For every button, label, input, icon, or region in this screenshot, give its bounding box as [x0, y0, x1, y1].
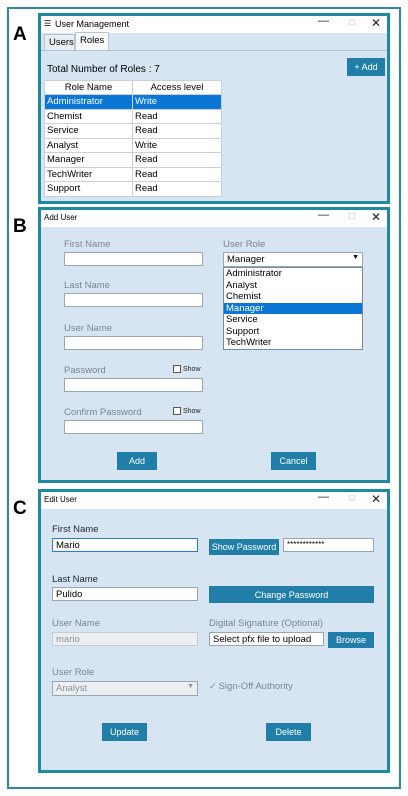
access-level-cell: Read: [133, 167, 222, 182]
add-user-window: [38, 207, 390, 483]
close-icon[interactable]: ✕: [370, 492, 381, 506]
user-name-label: User Name: [64, 323, 113, 334]
table-row[interactable]: [45, 95, 222, 110]
change-password-button[interactable]: Change Password: [209, 586, 374, 603]
role-name-cell: Administrator: [45, 95, 133, 110]
chevron-down-icon[interactable]: ▼: [352, 254, 359, 261]
titlebar: [41, 16, 387, 33]
checkmark-icon[interactable]: ✓: [209, 681, 217, 691]
user-role-select[interactable]: [223, 252, 363, 267]
password-label: Password: [64, 365, 106, 376]
first-name-field[interactable]: Mario: [52, 538, 198, 552]
access-level-cell: Read: [133, 182, 222, 197]
role-option[interactable]: Administrator: [226, 268, 282, 279]
delete-button[interactable]: Delete: [266, 723, 311, 741]
column-header-access-level[interactable]: Access level: [133, 81, 222, 95]
titlebar: [41, 210, 387, 227]
show-label: Show: [183, 407, 201, 415]
add-button[interactable]: Add: [117, 452, 157, 470]
role-option[interactable]: Support: [226, 325, 260, 337]
digital-signature-label: Digital Signature (Optional): [209, 618, 324, 629]
table-row[interactable]: [45, 167, 222, 182]
confirm-password-label: Confirm Password: [64, 407, 142, 418]
role-name-cell: Analyst: [45, 138, 133, 153]
first-name-field[interactable]: [64, 252, 203, 266]
password-field[interactable]: ************: [283, 538, 374, 552]
access-level-cell: Read: [133, 124, 222, 139]
user-role-value: Analyst: [56, 683, 88, 694]
access-level-cell: Write: [133, 95, 222, 110]
column-header-role-name[interactable]: Role Name: [45, 81, 133, 95]
minimize-icon[interactable]: —: [318, 491, 329, 503]
role-option[interactable]: Chemist: [226, 291, 261, 302]
cancel-button[interactable]: Cancel: [271, 452, 316, 470]
close-icon[interactable]: ✕: [370, 210, 381, 224]
table-row[interactable]: [45, 109, 222, 124]
roles-table: [44, 80, 222, 197]
confirm-password-field[interactable]: [64, 420, 203, 434]
user-role-label: User Role: [52, 667, 95, 678]
close-icon[interactable]: ✕: [370, 16, 381, 30]
titlebar: [41, 492, 387, 509]
last-name-field[interactable]: [64, 293, 203, 307]
role-name-cell: Support: [45, 182, 133, 197]
chevron-down-icon: ▼: [187, 683, 194, 690]
minimize-icon[interactable]: —: [318, 209, 329, 221]
user-management-window: [38, 13, 390, 204]
access-level-cell: Write: [133, 138, 222, 153]
access-level-cell: Read: [133, 153, 222, 168]
tab-users[interactable]: Users: [44, 34, 75, 50]
panel-label-c: C: [13, 498, 27, 519]
user-role-dropdown: [223, 267, 363, 350]
show-confirm-password-checkbox[interactable]: [173, 407, 201, 415]
window-title: Add User: [44, 213, 78, 222]
browse-button[interactable]: Browse: [328, 632, 374, 648]
panel-label-a: A: [13, 24, 27, 45]
user-role-select: [52, 681, 198, 696]
user-role-label: User Role: [223, 239, 266, 250]
first-name-label: First Name: [52, 524, 99, 535]
add-role-button[interactable]: + Add: [347, 58, 385, 76]
minimize-icon[interactable]: —: [318, 15, 329, 27]
edit-user-window: [38, 489, 390, 773]
app-icon: ☰: [44, 19, 52, 28]
table-row[interactable]: [45, 124, 222, 139]
checkbox-box[interactable]: [173, 365, 181, 373]
role-name-cell: Manager: [45, 153, 133, 168]
show-label: Show: [183, 365, 201, 373]
window-title: User Management: [55, 19, 130, 29]
role-option[interactable]: Analyst: [226, 279, 258, 291]
show-password-button[interactable]: Show Password: [209, 539, 279, 555]
maximize-icon[interactable]: □: [348, 17, 355, 28]
maximize-icon[interactable]: □: [348, 211, 355, 222]
role-name-cell: Chemist: [45, 109, 133, 124]
last-name-label: Last Name: [64, 280, 110, 291]
total-roles-label: Total Number of Roles : 7: [47, 64, 160, 75]
access-level-cell: Read: [133, 109, 222, 124]
update-button[interactable]: Update: [102, 723, 147, 741]
password-field[interactable]: [64, 378, 203, 392]
role-option[interactable]: Manager: [224, 303, 362, 315]
panel-label-b: B: [13, 216, 27, 237]
role-name-cell: TechWriter: [45, 167, 133, 182]
signoff-label: Sign-Off Authority: [218, 681, 293, 692]
window-title: Edit User: [44, 495, 77, 504]
first-name-label: First Name: [64, 239, 111, 250]
tab-roles[interactable]: Roles: [75, 32, 109, 50]
role-option[interactable]: Service: [226, 314, 258, 325]
user-name-label: User Name: [52, 618, 101, 629]
role-option[interactable]: TechWriter: [226, 337, 272, 348]
table-row[interactable]: [45, 182, 222, 197]
user-name-field: mario: [52, 632, 198, 646]
show-password-checkbox[interactable]: [173, 365, 201, 373]
last-name-field[interactable]: Pulido: [52, 587, 198, 601]
user-role-value: Manager: [227, 254, 265, 265]
table-row[interactable]: [45, 138, 222, 153]
pfx-file-field[interactable]: Select pfx file to upload: [209, 632, 324, 646]
role-name-cell: Service: [45, 124, 133, 139]
maximize-icon[interactable]: □: [348, 493, 355, 504]
table-row[interactable]: [45, 153, 222, 168]
user-name-field[interactable]: [64, 336, 203, 350]
checkbox-box[interactable]: [173, 407, 181, 415]
last-name-label: Last Name: [52, 574, 98, 585]
signoff-authority-checkbox[interactable]: [209, 681, 293, 692]
